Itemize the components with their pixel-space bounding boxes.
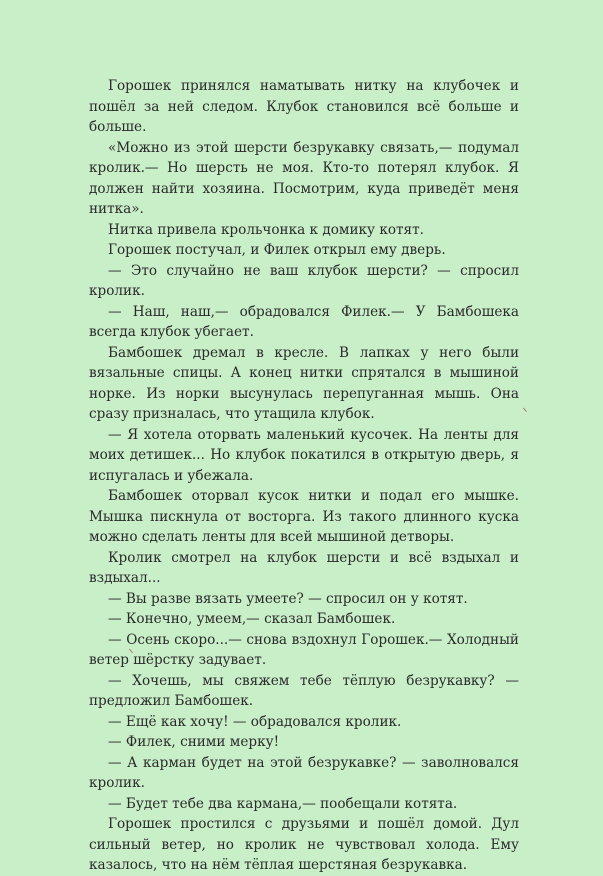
paragraph: — Наш, наш,— обрадовался Филек.— У Бамбошека всегда клубок убегает. — [89, 303, 519, 340]
pencil-mark — [519, 408, 527, 416]
paragraph: — Конечно, умеем,— сказал Бамбошек. — [108, 611, 396, 627]
paragraph: Горошек простился с друзьями и пошёл домой. Дул сильный ветер, но кролик не чувствовал холода. Ему казалось, что на нём тёплая шерстяная безрукавка. — [89, 816, 519, 873]
paragraph: — Я хотела оторвать маленький кусочек. На ленты для моих детишек... Но клубок покатился в открытую дверь, я испугалась и убежала. — [89, 426, 519, 484]
paragraph: Горошек постучал, и Филек открыл ему дверь. — [108, 242, 446, 258]
paragraph: — Ещё как хочу! — обрадовался кролик. — [108, 713, 402, 730]
paragraph: Бамбошек оторвал кусок нитки и подал его мышке. Мышка пискнула от восторга. Из такого длинного куска можно сделать ленты для всей мышиной детворы. — [89, 488, 519, 545]
paragraph: — Хочешь, мы свяжем тебе тёплую безрукавку? — предложил Бамбошек. — [89, 672, 519, 709]
paragraph: — Осень скоро...— снова вздохнул Горошек.— Холодный ветер шёрстку задувает. — [89, 631, 519, 668]
paragraph: — Филек, сними мерку! — [108, 734, 280, 750]
paragraph: — Будет тебе два кармана,— пообещали котята. — [108, 795, 458, 812]
paragraph: Нитка привела крольчонка к домику котят. — [108, 221, 424, 238]
paragraph: Кролик смотрел на клубок шерсти и всё вздыхал и вздыхал... — [89, 549, 519, 586]
paragraph: Горошек принялся наматывать нитку на клубочек и пошёл за ней следом. Клубок становился всё больше и больше. — [89, 78, 519, 135]
paragraph: Бамбошек дремал в кресле. В лапках у него были вязальные спицы. А конец нитки спрятался в мышиной норке. Из норки высунулась перепуганная мышь. Она сразу призналась, что утащила клубок. — [89, 344, 519, 422]
paragraph: «Можно из этой шерсти безрукавку связать,— подумал кролик.— Но шерсть не моя. Кто-то потерял клубок. Я должен найти хозяина. Посмотрим, куда приведёт меня нитка». — [89, 139, 519, 217]
paragraph: — Вы разве вязать умеете? — спросил он у котят. — [108, 590, 468, 607]
paragraph: — Это случайно не ваш клубок шерсти? — спросил кролик. — [89, 262, 519, 299]
paragraph: — А карман будет на этой безрукавке? — заволновался кролик. — [89, 754, 519, 791]
story-text — [89, 76, 519, 876]
